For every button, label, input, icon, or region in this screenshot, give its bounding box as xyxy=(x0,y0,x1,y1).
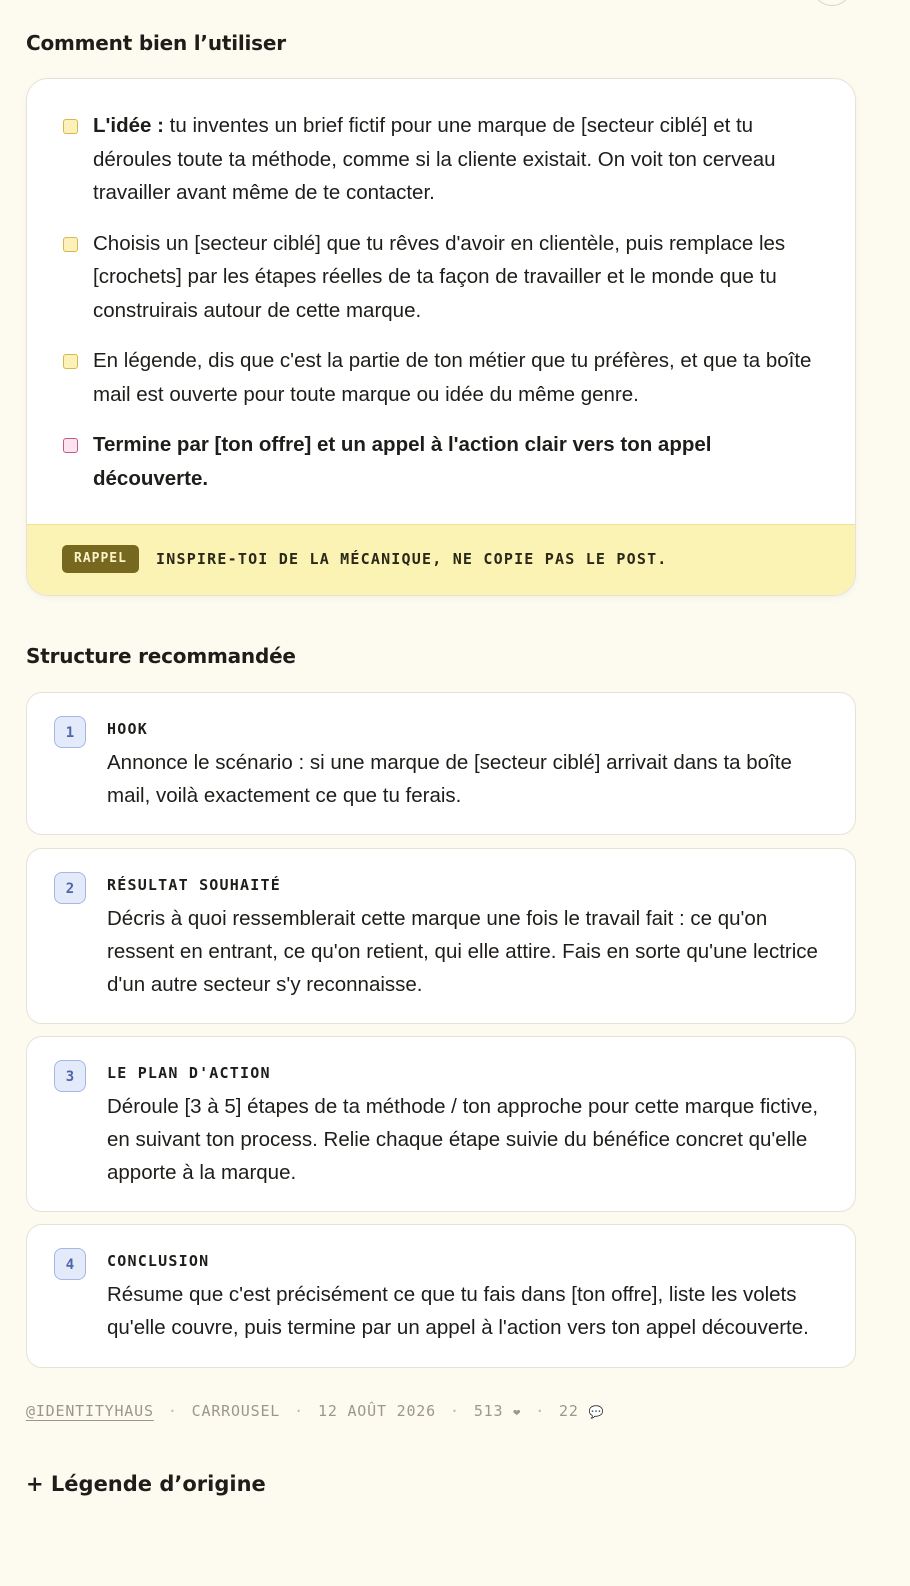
usage-item xyxy=(63,109,823,210)
post-format: CARROUSEL xyxy=(191,1402,281,1420)
heart-icon: ❤ xyxy=(513,1405,522,1419)
likes-count: 513 xyxy=(473,1402,504,1420)
usage-item-text: tu inventes un brief fictif pour une marque de [secteur ciblé] et tu déroules toute ta méthode, comme si la cliente existait. On voit ton cerveau travailler avant même de te contacter. xyxy=(93,114,776,204)
checkbox-icon xyxy=(63,237,78,252)
usage-item-text: En légende, dis que c'est la partie de ton métier que tu préfères, et que ta boîte mail est ouverte pour toute marque ou idée du même genre. xyxy=(93,349,812,406)
original-caption-toggle[interactable]: + Légende d’origine xyxy=(26,1472,266,1496)
separator: · xyxy=(294,1402,304,1420)
structure-heading: Structure recommandée xyxy=(26,644,296,668)
comment-bubble-icon: 💬 xyxy=(588,1405,605,1419)
reminder-badge: RAPPEL xyxy=(62,545,139,573)
step-description: Décris à quoi ressemblerait cette marque une fois le travail fait : ce qu'on ressent en entrant, ce qu'on retient, qui elle attire. Fais en sorte qu'une lectrice d'un autre secteur s'y reconnaisse. xyxy=(107,907,818,996)
step-number: 2 xyxy=(54,872,86,904)
separator: · xyxy=(167,1402,178,1420)
post-date: 12 AOÛT 2026 xyxy=(317,1402,436,1420)
step-label: CONCLUSION xyxy=(107,1252,210,1270)
step-number: 3 xyxy=(54,1060,86,1092)
usage-card xyxy=(26,78,856,596)
checkbox-icon xyxy=(63,438,78,453)
separator: · xyxy=(449,1402,460,1420)
checkbox-icon xyxy=(63,119,78,134)
structure-step xyxy=(26,1036,856,1212)
step-description: Annonce le scénario : si une marque de [secteur ciblé] arrivait dans ta boîte mail, voilà exactement ce que tu ferais. xyxy=(107,751,792,807)
step-number: 1 xyxy=(54,716,86,748)
usage-item xyxy=(63,428,823,495)
checkbox-icon xyxy=(63,354,78,369)
structure-step xyxy=(26,848,856,1024)
usage-item xyxy=(63,227,823,328)
usage-list xyxy=(63,109,823,495)
structure-step xyxy=(26,692,856,835)
separator: · xyxy=(535,1402,546,1420)
reminder-bar xyxy=(27,524,855,595)
usage-item-lead: L'idée : xyxy=(93,114,164,137)
post-meta xyxy=(26,1402,604,1420)
structure-step xyxy=(26,1224,856,1368)
step-description: Déroule [3 à 5] étapes de ta méthode / ton approche pour cette marque fictive, en suivant ton process. Relie chaque étape suivie du bénéfice concret qu'elle apporte à la marque. xyxy=(107,1095,819,1184)
step-label: HOOK xyxy=(107,720,148,738)
avatar[interactable] xyxy=(812,0,852,6)
step-label: RÉSULTAT SOUHAITÉ xyxy=(107,876,281,894)
usage-item-text: Termine par [ton offre] et un appel à l'action clair vers ton appel découverte. xyxy=(93,433,712,490)
reminder-text: INSPIRE-TOI DE LA MÉCANIQUE, NE COPIE PAS LE POST. xyxy=(156,550,668,568)
usage-item xyxy=(63,344,823,411)
step-number: 4 xyxy=(54,1248,86,1280)
comments-count: 22 xyxy=(559,1402,579,1420)
author-handle-link[interactable]: @IDENTITYHAUS xyxy=(26,1402,154,1420)
usage-heading: Comment bien l’utiliser xyxy=(26,31,286,55)
step-description: Résume que c'est précisément ce que tu fais dans [ton offre], liste les volets qu'elle couvre, puis termine par un appel à l'action vers ton appel découverte. xyxy=(107,1283,809,1339)
step-label: LE PLAN D'ACTION xyxy=(107,1064,271,1082)
usage-item-text: Choisis un [secteur ciblé] que tu rêves d'avoir en clientèle, puis remplace les [crochets] par les étapes réelles de ta façon de travailler et le monde que tu construirais autour de cette marque. xyxy=(93,231,786,322)
